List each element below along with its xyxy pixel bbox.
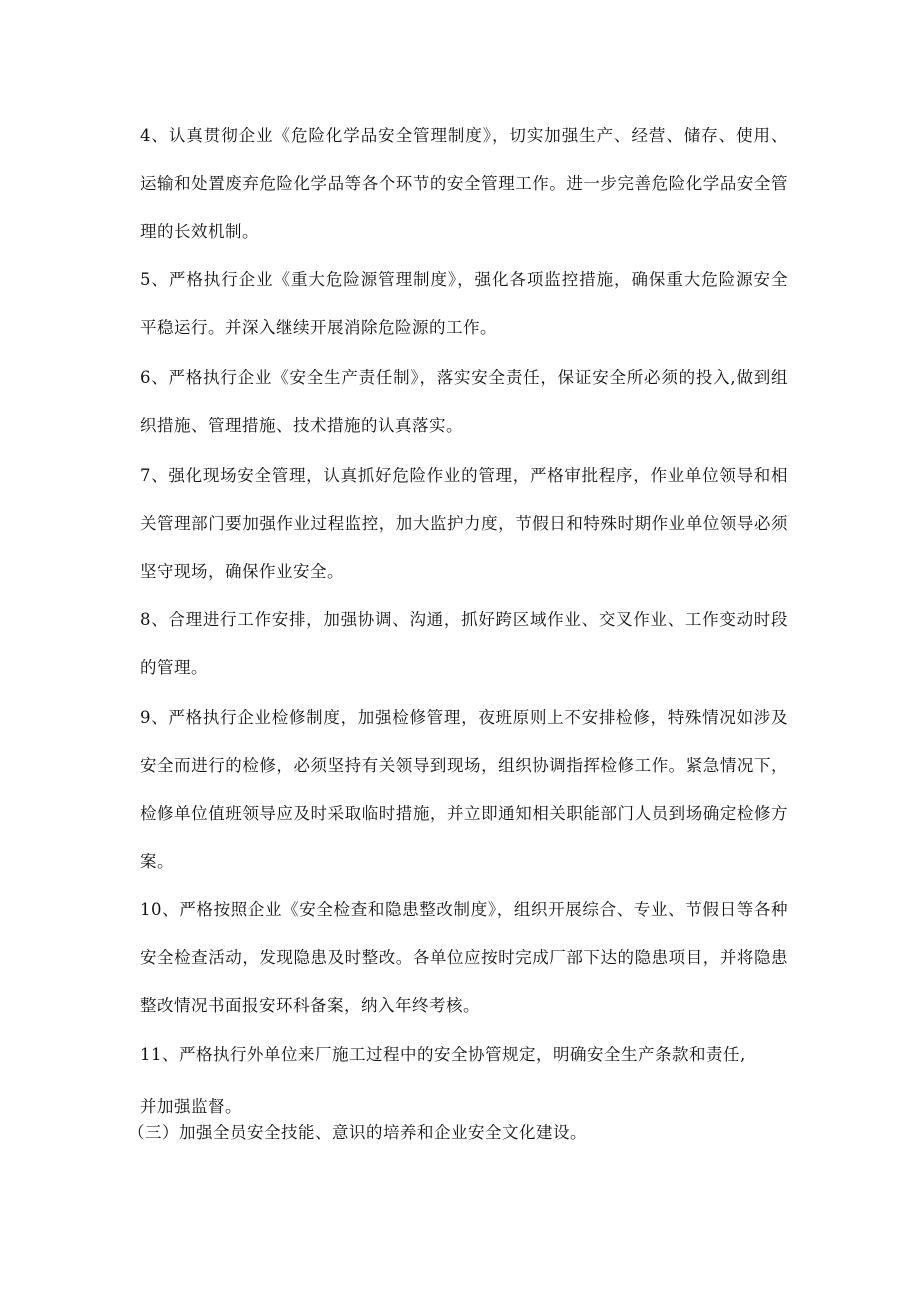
paragraph-item-10: 10、严格按照企业《安全检查和隐患整改制度》，组织开展综合、专业、节假日等各种安全检查活动，发现隐患及时整改。各单位应按时完成厂部下达的隐患项目，并将隐患整改情况书面报安环科备案，纳入年终考核。 [140, 900, 788, 1015]
paragraph-item-4: 4、认真贯彻企业《危险化学品安全管理制度》，切实加强生产、经营、储存、使用、运输和处置废弃危险化学品等各个环节的安全管理工作。进一步完善危险化学品安全管理的长效机制。 [140, 126, 788, 241]
paragraph-item-8: 8、合理进行工作安排，加强协调、沟通，抓好跨区域作业、交叉作业、工作变动时段的管理。 [140, 610, 788, 677]
section-heading-3: （三）加强全员安全技能、意识的培养和企业安全文化建设。 [128, 1123, 587, 1142]
paragraph-item-11: 11、严格执行外单位来厂施工过程中的安全协管规定，明确安全生产条款和责任, [140, 1045, 746, 1064]
paragraph-item-6: 6、严格执行企业《安全生产责任制》，落实安全责任，保证安全所必须的投入,做到组织措施、管理措施、技术措施的认真落实。 [140, 368, 788, 435]
paragraph-item-9: 9、严格执行企业检修制度，加强检修管理，夜班原则上不安排检修，特殊情况如涉及安全而进行的检修，必须坚持有关领导到现场，组织协调指挥检修工作。紧急情况下，检修单位值班领导应及时采取临时措施，并立即通知相关职能部门人员到场确定检修方案。 [140, 708, 788, 871]
paragraph-item-5: 5、严格执行企业《重大危险源管理制度》，强化各项监控措施，确保重大危险源安全平稳运行。并深入继续开展消除危险源的工作。 [140, 270, 788, 337]
paragraph-item-7: 7、强化现场安全管理，认真抓好危险作业的管理，严格审批程序，作业单位领导和相关管理部门要加强作业过程监控，加大监护力度，节假日和特殊时期作业单位领导必须坚守现场，确保作业安全。 [140, 466, 788, 581]
paragraph-item-11-continuation: 并加强监督。 [140, 1097, 242, 1116]
